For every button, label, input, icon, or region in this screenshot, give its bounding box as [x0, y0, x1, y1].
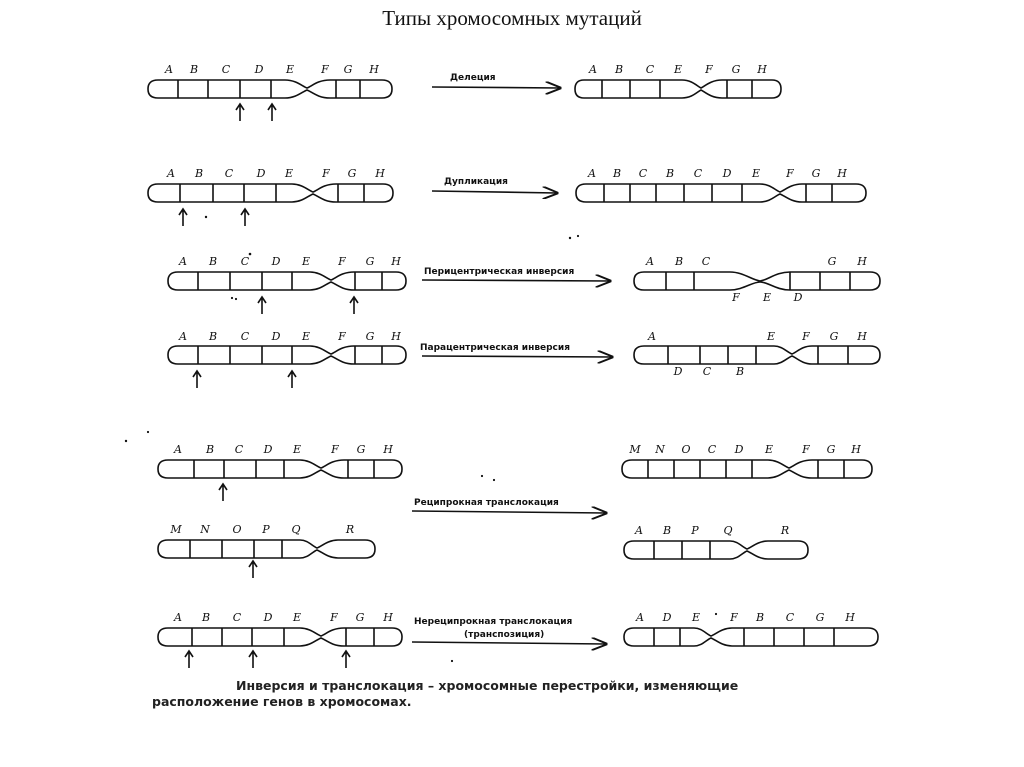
gene-label: G: [355, 611, 365, 624]
gene-label: C: [702, 365, 712, 378]
gene-label: A: [174, 611, 182, 624]
deletion-after-chromosome: [575, 80, 781, 98]
paracentric-arrow: [422, 356, 612, 357]
nonreciprocal-after-chromosome: [624, 628, 878, 646]
gene-label: A: [648, 330, 656, 343]
gene-label: H: [375, 167, 385, 180]
pericentric-label: Перицентрическая инверсия: [424, 267, 575, 277]
gene-label: A: [174, 443, 182, 456]
gene-label: E: [292, 443, 302, 456]
gene-label: B: [612, 167, 622, 180]
gene-label: N: [200, 523, 210, 536]
gene-label: G: [343, 63, 353, 76]
gene-label: F: [338, 330, 346, 343]
gene-label: E: [751, 167, 761, 180]
gene-label: C: [234, 443, 244, 456]
gene-label: D: [254, 63, 264, 76]
gene-label: F: [338, 255, 346, 268]
gene-label: F: [331, 443, 339, 456]
gene-label: E: [284, 167, 294, 180]
gene-label: G: [829, 330, 839, 343]
gene-label: D: [673, 365, 683, 378]
gene-label: C: [240, 330, 250, 343]
gene-label: E: [762, 291, 772, 304]
gene-label: E: [766, 330, 776, 343]
gene-label: B: [194, 167, 204, 180]
gene-label: G: [827, 255, 837, 268]
gene-label: E: [764, 443, 774, 456]
gene-label: H: [383, 611, 393, 624]
deletion-arrow: [432, 87, 560, 88]
gene-label: F: [321, 63, 329, 76]
gene-label: D: [263, 611, 273, 624]
gene-label: C: [232, 611, 242, 624]
duplication-before-chromosome: [148, 184, 393, 202]
gene-label: A: [179, 255, 187, 268]
gene-label: D: [793, 291, 803, 304]
duplication-after-chromosome: [576, 184, 866, 202]
caption-line-1: Инверсия и транслокация – хромосомные перестройки, изменяющие: [236, 678, 739, 693]
gene-label: Q: [291, 523, 301, 536]
duplication-label: Дупликация: [444, 177, 508, 187]
gene-label: C: [701, 255, 711, 268]
gene-label: M: [170, 523, 182, 536]
deletion-before-chromosome: [148, 80, 392, 98]
gene-label: G: [356, 443, 366, 456]
reciprocal-break-arrow-2: [249, 561, 257, 578]
reciprocal-break-arrow-1: [219, 484, 227, 501]
pericentric-before-chromosome: [168, 272, 406, 290]
gene-label: D: [271, 330, 281, 343]
gene-label: R: [780, 524, 790, 537]
gene-label: E: [292, 611, 302, 624]
duplication-arrow: [432, 191, 557, 193]
gene-label: E: [285, 63, 295, 76]
gene-label: D: [662, 611, 672, 624]
gene-label: G: [815, 611, 825, 624]
gene-label: B: [662, 524, 672, 537]
gene-label: F: [705, 63, 713, 76]
gene-label: F: [322, 167, 330, 180]
deletion-break-arrows: [236, 104, 276, 121]
gene-label: B: [735, 365, 745, 378]
gene-label: F: [330, 611, 338, 624]
gene-label: C: [693, 167, 703, 180]
pericentric-arrow: [422, 280, 610, 281]
gene-label: D: [271, 255, 281, 268]
gene-label: E: [301, 255, 311, 268]
gene-label: B: [674, 255, 684, 268]
gene-label: N: [655, 443, 665, 456]
gene-label: E: [301, 330, 311, 343]
gene-label: O: [232, 523, 242, 536]
gene-label: D: [734, 443, 744, 456]
gene-label: B: [755, 611, 765, 624]
gene-label: C: [785, 611, 795, 624]
gene-label: B: [208, 330, 218, 343]
caption-line-2: расположение генов в хромосомах.: [152, 694, 412, 709]
gene-label: G: [811, 167, 821, 180]
gene-label: A: [646, 255, 654, 268]
gene-label: C: [224, 167, 234, 180]
gene-label: H: [383, 443, 393, 456]
gene-label: A: [179, 330, 187, 343]
scan-specks: [125, 216, 717, 662]
gene-label: E: [691, 611, 701, 624]
gene-label: F: [802, 443, 810, 456]
gene-label: M: [629, 443, 641, 456]
gene-label: D: [263, 443, 273, 456]
gene-label: B: [665, 167, 675, 180]
gene-label: C: [645, 63, 655, 76]
gene-label: A: [165, 63, 173, 76]
page-title: Типы хромосомных мутаций: [382, 6, 642, 30]
nonreciprocal-break-arrows: [185, 651, 350, 668]
reciprocal-arrow: [412, 511, 606, 513]
gene-label: F: [730, 611, 738, 624]
gene-label: G: [347, 167, 357, 180]
deletion-label: Делеция: [450, 73, 496, 83]
nonreciprocal-label: Нереципрокная транслокация: [414, 617, 573, 627]
gene-label: C: [707, 443, 717, 456]
gene-label: F: [786, 167, 794, 180]
gene-label: A: [588, 167, 596, 180]
reciprocal-after-chromosome-2: [624, 541, 808, 559]
gene-label: H: [369, 63, 379, 76]
gene-label: A: [636, 611, 644, 624]
gene-label: B: [205, 443, 215, 456]
gene-label: H: [845, 611, 855, 624]
gene-label: H: [837, 167, 847, 180]
gene-label: H: [857, 330, 867, 343]
gene-label: F: [802, 330, 810, 343]
pericentric-break-arrows: [258, 297, 358, 314]
gene-label: G: [731, 63, 741, 76]
gene-label: C: [240, 255, 250, 268]
gene-label: H: [857, 255, 867, 268]
gene-label: D: [722, 167, 732, 180]
gene-label: B: [201, 611, 211, 624]
gene-label: B: [189, 63, 199, 76]
gene-label: H: [757, 63, 767, 76]
nonreciprocal-before-chromosome: [158, 628, 402, 646]
gene-label: A: [167, 167, 175, 180]
gene-label: G: [826, 443, 836, 456]
gene-label: E: [673, 63, 683, 76]
gene-label: P: [691, 524, 699, 537]
pericentric-after-chromosome: [634, 272, 880, 290]
gene-label: H: [851, 443, 861, 456]
gene-label: H: [391, 255, 401, 268]
gene-label: R: [345, 523, 355, 536]
gene-label: C: [638, 167, 648, 180]
reciprocal-after-chromosome-1: [622, 460, 872, 478]
gene-label: H: [391, 330, 401, 343]
gene-label: B: [614, 63, 624, 76]
paracentric-label: Парацентрическая инверсия: [420, 343, 570, 353]
nonreciprocal-arrow: [412, 642, 606, 644]
transposition-label: (транспозиция): [464, 630, 545, 640]
gene-label: Q: [723, 524, 733, 537]
gene-label: B: [208, 255, 218, 268]
gene-label: G: [365, 255, 375, 268]
paracentric-before-chromosome: [168, 346, 406, 364]
reciprocal-before-chromosome-1: [158, 460, 402, 478]
gene-label: O: [681, 443, 691, 456]
gene-label: C: [221, 63, 231, 76]
paracentric-break-arrows: [193, 371, 296, 388]
gene-label: A: [589, 63, 597, 76]
gene-label: G: [365, 330, 375, 343]
reciprocal-before-chromosome-2: [158, 540, 375, 558]
reciprocal-label: Реципрокная транслокация: [414, 498, 559, 508]
gene-label: P: [262, 523, 270, 536]
paracentric-after-chromosome: [634, 346, 880, 364]
gene-label: D: [256, 167, 266, 180]
gene-label: A: [635, 524, 643, 537]
duplication-break-arrows: [179, 209, 249, 226]
gene-label: F: [732, 291, 740, 304]
